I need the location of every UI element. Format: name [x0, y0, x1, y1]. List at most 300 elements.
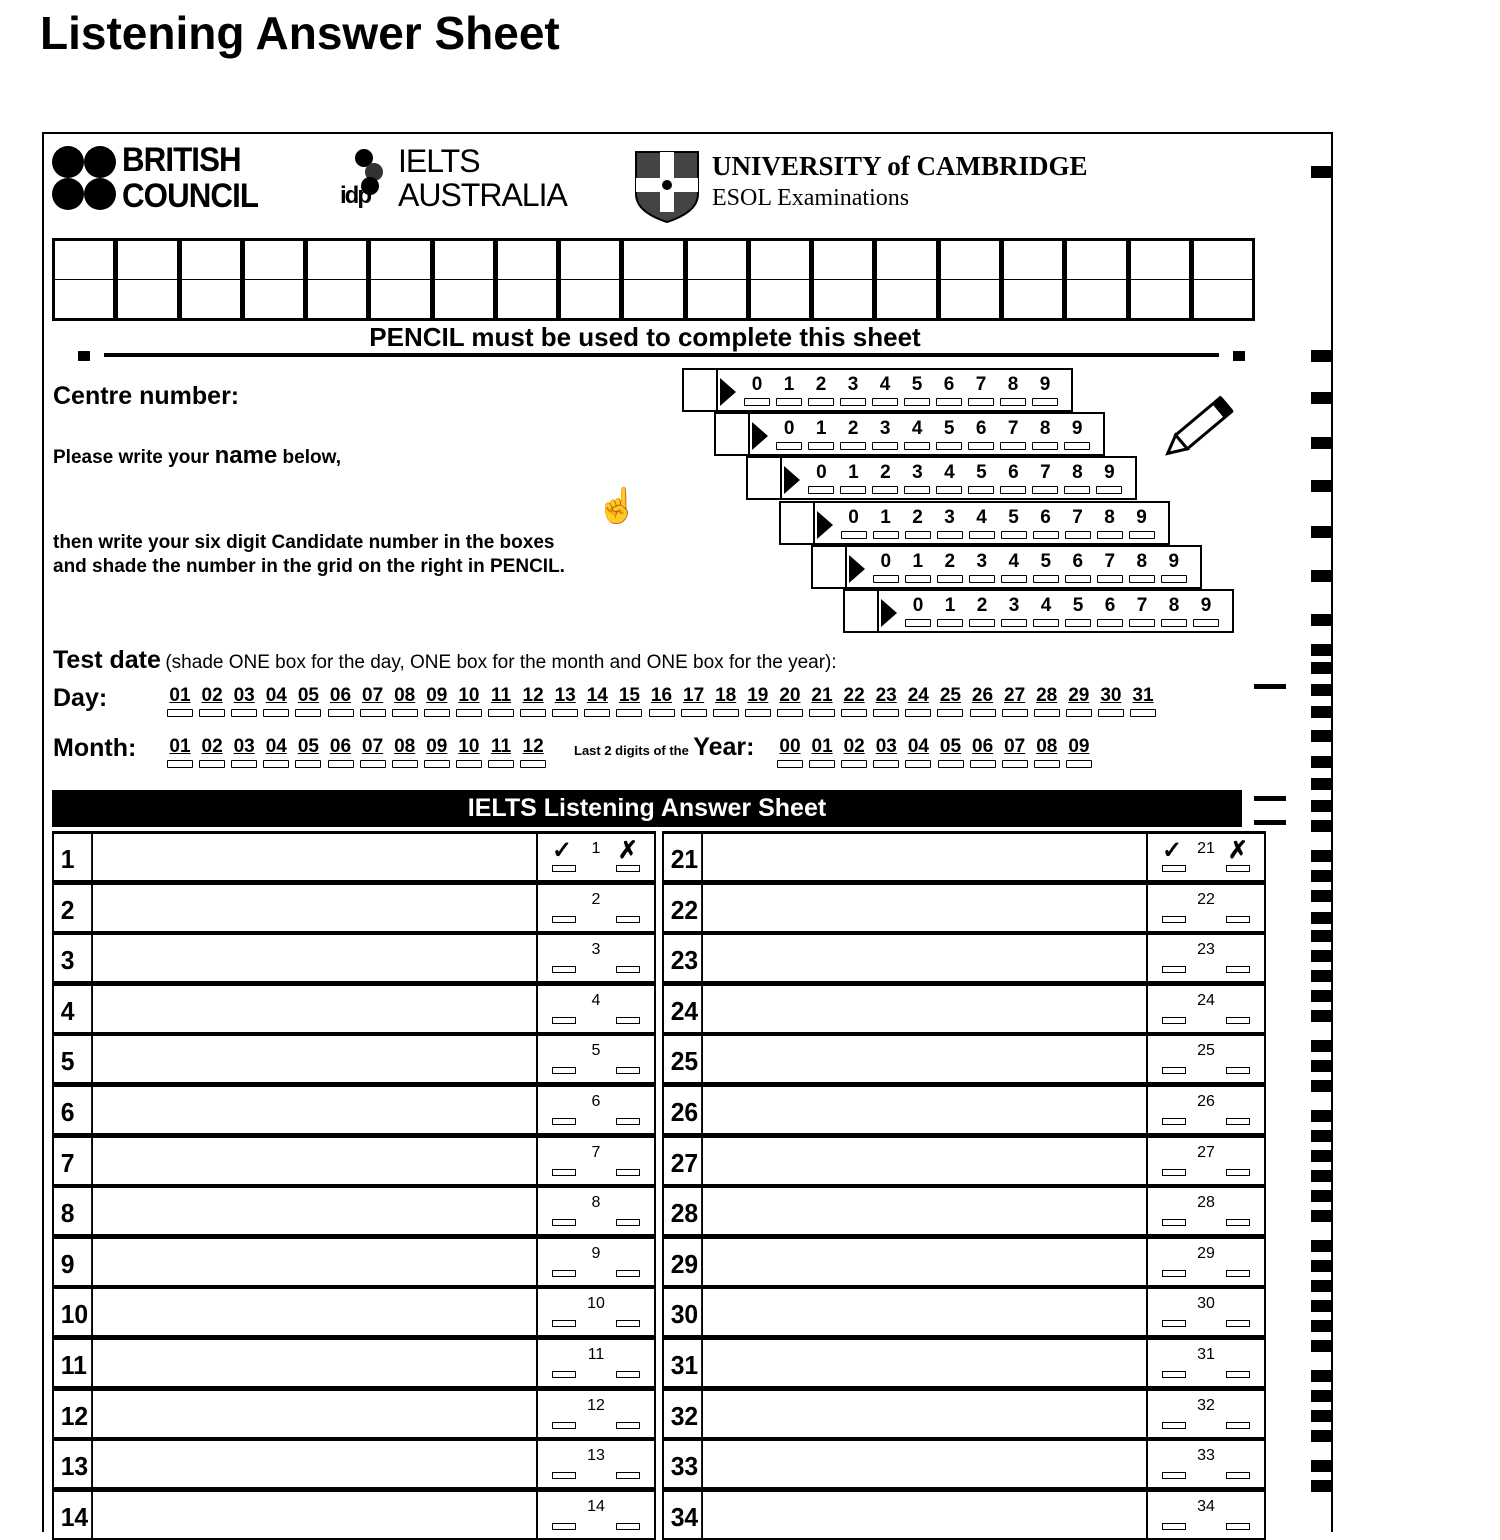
correct-bubble[interactable]	[1162, 1422, 1186, 1429]
correct-bubble[interactable]	[1162, 916, 1186, 923]
answer-field[interactable]	[704, 1138, 1148, 1184]
timing-mark	[1311, 350, 1333, 362]
candidate-digit-option[interactable]: 4	[1001, 551, 1027, 583]
timing-mark	[1311, 1340, 1333, 1352]
wrong-bubble[interactable]	[1226, 1320, 1250, 1327]
wrong-bubble[interactable]	[616, 1472, 640, 1479]
question-number: 12	[55, 1391, 93, 1437]
answer-row	[662, 1236, 1266, 1287]
date-option[interactable]: 06	[969, 736, 997, 768]
marker-number: 25	[1197, 1042, 1215, 1060]
wrong-bubble[interactable]	[1226, 1067, 1250, 1074]
arrow-icon	[752, 422, 768, 450]
candidate-digit-option[interactable]: 3	[904, 462, 930, 494]
date-option[interactable]: 05	[294, 736, 322, 768]
correct-bubble[interactable]	[552, 1371, 576, 1378]
marker-number: 2	[591, 890, 601, 908]
date-option[interactable]: 06	[327, 685, 355, 717]
answer-field[interactable]	[94, 1441, 538, 1487]
wrong-bubble[interactable]	[616, 1017, 640, 1024]
name-boxes[interactable]	[52, 238, 1255, 321]
marker-number: 10	[587, 1295, 605, 1313]
correct-bubble[interactable]	[1162, 1017, 1186, 1024]
answer-field[interactable]	[704, 1289, 1148, 1335]
candidate-digit-row	[779, 501, 1170, 545]
question-number: 26	[665, 1087, 703, 1133]
date-option[interactable]: 08	[391, 736, 419, 768]
marker-number: 1	[591, 840, 601, 857]
wrong-bubble[interactable]	[616, 865, 640, 872]
date-option[interactable]: 21	[808, 685, 836, 717]
answer-field[interactable]	[704, 1340, 1148, 1386]
timing-mark	[1254, 684, 1286, 689]
date-option[interactable]: 25	[936, 685, 964, 717]
timing-mark	[1311, 990, 1333, 1002]
correct-bubble[interactable]	[552, 966, 576, 973]
wrong-bubble[interactable]	[1226, 1219, 1250, 1226]
candidate-digit-option[interactable]: 1	[808, 418, 834, 450]
question-number: 11	[55, 1340, 93, 1386]
date-option[interactable]: 20	[776, 685, 804, 717]
date-option[interactable]: 17	[680, 685, 708, 717]
date-option[interactable]: 13	[551, 685, 579, 717]
timing-mark	[1311, 1210, 1333, 1222]
answer-field[interactable]	[704, 1239, 1148, 1285]
question-number: 2	[55, 885, 93, 931]
timing-mark	[1311, 706, 1333, 718]
name-letter-box[interactable]	[118, 241, 181, 318]
name-letter-box[interactable]	[1004, 241, 1067, 318]
correct-bubble[interactable]	[1162, 1523, 1186, 1530]
timing-mark	[1311, 1240, 1333, 1252]
date-option[interactable]: 16	[648, 685, 676, 717]
wrong-bubble[interactable]	[1226, 1270, 1250, 1277]
wrong-bubble[interactable]	[616, 1219, 640, 1226]
date-option[interactable]: 02	[840, 736, 868, 768]
timing-mark	[1311, 166, 1333, 178]
question-number: 32	[665, 1391, 703, 1437]
wrong-bubble[interactable]	[616, 1523, 640, 1530]
marker-number: 28	[1197, 1194, 1215, 1212]
candidate-digit-option[interactable]: 4	[1033, 595, 1059, 627]
correct-bubble[interactable]	[552, 865, 576, 872]
correct-bubble[interactable]	[552, 1219, 576, 1226]
marker-box	[1148, 1188, 1264, 1234]
date-option[interactable]: 14	[583, 685, 611, 717]
marker-box	[1148, 1340, 1264, 1386]
timing-mark	[1311, 480, 1333, 492]
timing-mark	[1311, 1190, 1333, 1202]
correct-bubble[interactable]	[1162, 1219, 1186, 1226]
candidate-digit-option[interactable]: 9	[1193, 595, 1219, 627]
date-option[interactable]: 07	[1001, 736, 1029, 768]
candidate-digit-option[interactable]: 9	[1032, 374, 1058, 406]
name-letter-box[interactable]	[814, 241, 877, 318]
candidate-digit-option[interactable]: 6	[1097, 595, 1123, 627]
wrong-bubble[interactable]	[616, 1422, 640, 1429]
date-option[interactable]: 30	[1097, 685, 1125, 717]
date-option[interactable]: 11	[487, 736, 515, 768]
marker-box	[538, 1340, 654, 1386]
correct-bubble[interactable]	[1162, 865, 1186, 872]
answer-field[interactable]	[94, 986, 538, 1032]
correct-bubble[interactable]	[1162, 1320, 1186, 1327]
timing-mark	[1311, 1060, 1333, 1072]
candidate-digit-option[interactable]: 7	[1129, 595, 1155, 627]
candidate-digit-option[interactable]: 4	[904, 418, 930, 450]
wrong-bubble[interactable]	[1226, 1371, 1250, 1378]
candidate-digit-option[interactable]: 7	[1065, 507, 1091, 539]
correct-bubble[interactable]	[1162, 1169, 1186, 1176]
answer-field[interactable]	[704, 935, 1148, 981]
answer-row	[662, 932, 1266, 983]
date-option[interactable]: 04	[904, 736, 932, 768]
timing-mark	[1311, 1480, 1333, 1492]
answer-row	[52, 1388, 656, 1439]
candidate-digit-option[interactable]: 8	[1064, 462, 1090, 494]
name-letter-box[interactable]	[877, 241, 940, 318]
correct-bubble[interactable]	[1162, 1118, 1186, 1125]
candidate-digit-option[interactable]: 0	[841, 507, 867, 539]
divider	[104, 353, 1219, 357]
candidate-digit-option[interactable]: 6	[1033, 507, 1059, 539]
answer-field[interactable]	[94, 834, 538, 880]
candidate-digit-option[interactable]: 1	[937, 595, 963, 627]
timing-mark	[1311, 820, 1333, 832]
date-option[interactable]: 01	[808, 736, 836, 768]
marker-box	[1148, 986, 1264, 1032]
name-letter-box[interactable]	[1067, 241, 1130, 318]
answer-field[interactable]	[94, 935, 538, 981]
date-option[interactable]: 12	[519, 736, 547, 768]
timing-mark	[1311, 1150, 1333, 1162]
answer-row	[662, 831, 1266, 882]
date-option[interactable]: 28	[1033, 685, 1061, 717]
wrong-bubble[interactable]	[1226, 1169, 1250, 1176]
timing-mark	[1311, 1410, 1333, 1422]
date-option[interactable]: 05	[937, 736, 965, 768]
date-option[interactable]: 18	[712, 685, 740, 717]
correct-bubble[interactable]	[552, 1067, 576, 1074]
wrong-bubble[interactable]	[616, 1371, 640, 1378]
answer-field[interactable]	[94, 1340, 538, 1386]
answer-field[interactable]	[94, 885, 538, 931]
candidate-digit-option[interactable]: 0	[808, 462, 834, 494]
correct-bubble[interactable]	[1162, 1067, 1186, 1074]
question-number: 22	[665, 885, 703, 931]
candidate-digit-option[interactable]: 4	[969, 507, 995, 539]
candidate-digit-option[interactable]: 2	[905, 507, 931, 539]
wrong-bubble[interactable]	[616, 916, 640, 923]
candidate-digit-option[interactable]: 1	[840, 462, 866, 494]
answer-field[interactable]	[94, 1138, 538, 1184]
name-letter-box[interactable]	[245, 241, 308, 318]
arrow-icon	[817, 511, 833, 539]
date-option[interactable]: 02	[198, 736, 226, 768]
timing-mark	[1311, 970, 1333, 982]
name-letter-box[interactable]	[1131, 241, 1194, 318]
date-option[interactable]: 12	[519, 685, 547, 717]
answer-field[interactable]	[94, 1239, 538, 1285]
answer-row	[52, 882, 656, 933]
answer-field[interactable]	[94, 1087, 538, 1133]
correct-bubble[interactable]	[1162, 1270, 1186, 1277]
candidate-digit-option[interactable]: 5	[1033, 551, 1059, 583]
candidate-digit-option[interactable]: 2	[937, 551, 963, 583]
wrong-bubble[interactable]	[1226, 1017, 1250, 1024]
arrow-icon	[784, 466, 800, 494]
correct-bubble[interactable]	[1162, 1371, 1186, 1378]
candidate-digit-row	[746, 456, 1137, 500]
date-option[interactable]: 02	[198, 685, 226, 717]
marker-box	[538, 1036, 654, 1082]
candidate-digit-option[interactable]: 8	[1000, 374, 1026, 406]
correct-bubble[interactable]	[552, 1270, 576, 1277]
candidate-digit-option[interactable]: 9	[1161, 551, 1187, 583]
correct-bubble[interactable]	[1162, 966, 1186, 973]
timing-mark	[1311, 800, 1333, 812]
date-option[interactable]: 26	[969, 685, 997, 717]
date-option[interactable]: 07	[359, 736, 387, 768]
candidate-digit-option[interactable]: 8	[1032, 418, 1058, 450]
wrong-bubble[interactable]	[1226, 1422, 1250, 1429]
marker-number: 9	[591, 1244, 601, 1262]
answer-field[interactable]	[704, 1188, 1148, 1234]
marker-box	[538, 1239, 654, 1285]
answer-row	[662, 882, 1266, 933]
correct-bubble[interactable]	[1162, 1472, 1186, 1479]
candidate-digit-option[interactable]: 0	[873, 551, 899, 583]
marker-number: 21	[1197, 840, 1215, 857]
answer-field[interactable]	[704, 1036, 1148, 1082]
answer-row	[52, 1489, 656, 1540]
candidate-digit-option[interactable]: 7	[968, 374, 994, 406]
candidate-digit-option[interactable]: 5	[1065, 595, 1091, 627]
wrong-bubble[interactable]	[1226, 1118, 1250, 1125]
date-option[interactable]: 29	[1065, 685, 1093, 717]
answer-row	[662, 1388, 1266, 1439]
answer-row	[662, 1438, 1266, 1489]
marker-number: 4	[591, 991, 601, 1009]
british-council-text: BRITISH COUNCIL	[122, 141, 259, 215]
candidate-digit-option[interactable]: 2	[969, 595, 995, 627]
candidate-digit-option[interactable]: 0	[744, 374, 770, 406]
date-option[interactable]: 01	[166, 736, 194, 768]
correct-bubble[interactable]	[552, 1017, 576, 1024]
date-option[interactable]: 04	[262, 685, 290, 717]
candidate-digit-option[interactable]: 3	[937, 507, 963, 539]
date-option[interactable]: 09	[423, 685, 451, 717]
wrong-bubble[interactable]	[1226, 966, 1250, 973]
registration-mark	[1233, 351, 1245, 361]
wrong-bubble[interactable]	[616, 1320, 640, 1327]
candidate-digit-option[interactable]: 9	[1064, 418, 1090, 450]
candidate-digit-option[interactable]: 2	[872, 462, 898, 494]
candidate-digit-option[interactable]: 2	[808, 374, 834, 406]
candidate-digit-option[interactable]: 4	[936, 462, 962, 494]
candidate-digit-option[interactable]: 8	[1129, 551, 1155, 583]
question-number: 30	[665, 1289, 703, 1335]
date-option[interactable]: 10	[455, 685, 483, 717]
answer-field[interactable]	[704, 1087, 1148, 1133]
candidate-digit-option[interactable]: 8	[1097, 507, 1123, 539]
wrong-bubble[interactable]	[616, 1270, 640, 1277]
answer-row	[52, 1438, 656, 1489]
marker-number: 23	[1197, 941, 1215, 959]
candidate-digit-option[interactable]: 6	[936, 374, 962, 406]
date-option[interactable]: 08	[391, 685, 419, 717]
marker-number: 22	[1197, 890, 1215, 908]
candidate-digit-option[interactable]: 7	[1097, 551, 1123, 583]
wrong-bubble[interactable]	[1226, 916, 1250, 923]
date-option[interactable]: 23	[872, 685, 900, 717]
marker-box	[1148, 935, 1264, 981]
timing-mark	[1311, 1110, 1333, 1122]
answer-field[interactable]	[94, 1289, 538, 1335]
date-option[interactable]: 11	[487, 685, 515, 717]
date-option[interactable]: 08	[1033, 736, 1061, 768]
tick-icon: ✓	[552, 837, 573, 864]
marker-box	[1148, 1441, 1264, 1487]
answer-field[interactable]	[704, 885, 1148, 931]
marker-box	[538, 1289, 654, 1335]
date-option[interactable]: 22	[840, 685, 868, 717]
correct-bubble[interactable]	[552, 916, 576, 923]
name-letter-box[interactable]	[435, 241, 498, 318]
date-option[interactable]: 03	[230, 736, 258, 768]
wrong-bubble[interactable]	[1226, 865, 1250, 872]
correct-bubble[interactable]	[552, 1320, 576, 1327]
timing-mark	[1311, 1170, 1333, 1182]
answer-field[interactable]	[94, 1036, 538, 1082]
timing-mark	[1311, 526, 1333, 538]
answer-field[interactable]	[704, 1492, 1148, 1538]
date-option[interactable]: 03	[230, 685, 258, 717]
name-letter-box[interactable]	[688, 241, 751, 318]
candidate-digit-option[interactable]: 5	[904, 374, 930, 406]
date-option[interactable]: 15	[615, 685, 643, 717]
candidate-digit-option[interactable]: 5	[1001, 507, 1027, 539]
date-option[interactable]: 09	[1065, 736, 1093, 768]
candidate-digit-option[interactable]: 1	[776, 374, 802, 406]
candidate-digit-option[interactable]: 5	[936, 418, 962, 450]
name-prompt: Please write your name below,	[53, 442, 341, 469]
candidate-digit-option[interactable]: 9	[1129, 507, 1155, 539]
answer-row	[662, 1286, 1266, 1337]
candidate-digit-option[interactable]: 2	[840, 418, 866, 450]
candidate-digit-option[interactable]: 6	[1065, 551, 1091, 583]
correct-bubble[interactable]	[552, 1169, 576, 1176]
candidate-digit-option[interactable]: 5	[968, 462, 994, 494]
candidate-digit-option[interactable]: 1	[905, 551, 931, 583]
date-option[interactable]: 31	[1129, 685, 1157, 717]
name-letter-box[interactable]	[751, 241, 814, 318]
candidate-digit-option[interactable]: 3	[969, 551, 995, 583]
date-option[interactable]: 10	[455, 736, 483, 768]
marker-box	[538, 1138, 654, 1184]
name-letter-box[interactable]	[308, 241, 371, 318]
marker-number: 11	[587, 1346, 605, 1363]
date-option[interactable]: 27	[1001, 685, 1029, 717]
candidate-digit-option[interactable]: 6	[968, 418, 994, 450]
name-letter-box[interactable]	[498, 241, 561, 318]
date-option[interactable]: 04	[262, 736, 290, 768]
candidate-digit-option[interactable]: 0	[905, 595, 931, 627]
day-label: Day:	[53, 684, 108, 712]
date-option[interactable]: 03	[872, 736, 900, 768]
answer-row	[662, 1135, 1266, 1186]
timing-mark	[1311, 1300, 1333, 1312]
date-option[interactable]: 06	[327, 736, 355, 768]
correct-bubble[interactable]	[552, 1472, 576, 1479]
date-option[interactable]: 19	[744, 685, 772, 717]
name-letter-box[interactable]	[561, 241, 624, 318]
timing-mark	[1311, 1320, 1333, 1332]
name-letter-box[interactable]	[55, 241, 118, 318]
answer-field[interactable]	[704, 1441, 1148, 1487]
candidate-digit-option[interactable]: 3	[872, 418, 898, 450]
date-option[interactable]: 01	[166, 685, 194, 717]
answer-field[interactable]	[704, 834, 1148, 880]
wrong-bubble[interactable]	[616, 966, 640, 973]
marker-box	[1148, 1036, 1264, 1082]
question-number: 8	[55, 1188, 93, 1234]
name-letter-box[interactable]	[182, 241, 245, 318]
wrong-bubble[interactable]	[1226, 1472, 1250, 1479]
pointing-hand-icon: ☝	[596, 487, 639, 525]
wrong-bubble[interactable]	[616, 1118, 640, 1125]
timing-mark	[1311, 392, 1333, 404]
name-letter-box[interactable]	[1194, 241, 1252, 318]
correct-bubble[interactable]	[552, 1118, 576, 1125]
name-letter-box[interactable]	[624, 241, 687, 318]
marker-number: 32	[1197, 1396, 1215, 1414]
answer-field[interactable]	[94, 1188, 538, 1234]
date-option[interactable]: 05	[294, 685, 322, 717]
answer-field[interactable]	[704, 986, 1148, 1032]
date-option[interactable]: 07	[359, 685, 387, 717]
candidate-digit-option[interactable]: 8	[1161, 595, 1187, 627]
wrong-bubble[interactable]	[616, 1067, 640, 1074]
answer-field[interactable]	[94, 1492, 538, 1538]
correct-bubble[interactable]	[552, 1523, 576, 1530]
candidate-digit-option[interactable]: 7	[1000, 418, 1026, 450]
candidate-digit-option[interactable]: 7	[1032, 462, 1058, 494]
page-title: Listening Answer Sheet	[40, 7, 560, 59]
date-option[interactable]: 24	[904, 685, 932, 717]
candidate-digit-option[interactable]: 3	[1001, 595, 1027, 627]
timing-mark	[1311, 570, 1333, 582]
date-option[interactable]: 00	[776, 736, 804, 768]
date-option[interactable]: 09	[423, 736, 451, 768]
candidate-digit-option[interactable]: 6	[1000, 462, 1026, 494]
candidate-digit-option[interactable]: 4	[872, 374, 898, 406]
answer-row	[52, 983, 656, 1034]
answer-field[interactable]	[94, 1391, 538, 1437]
candidate-digit-option[interactable]: 0	[776, 418, 802, 450]
candidate-digit-row	[714, 412, 1105, 456]
candidate-digit-option[interactable]: 9	[1096, 462, 1122, 494]
name-letter-box[interactable]	[941, 241, 1004, 318]
name-letter-box[interactable]	[371, 241, 434, 318]
candidate-digit-option[interactable]: 1	[873, 507, 899, 539]
wrong-bubble[interactable]	[616, 1169, 640, 1176]
candidate-digit-option[interactable]: 3	[840, 374, 866, 406]
correct-bubble[interactable]	[552, 1422, 576, 1429]
wrong-bubble[interactable]	[1226, 1523, 1250, 1530]
marker-box	[1148, 1492, 1264, 1538]
answer-field[interactable]	[704, 1391, 1148, 1437]
